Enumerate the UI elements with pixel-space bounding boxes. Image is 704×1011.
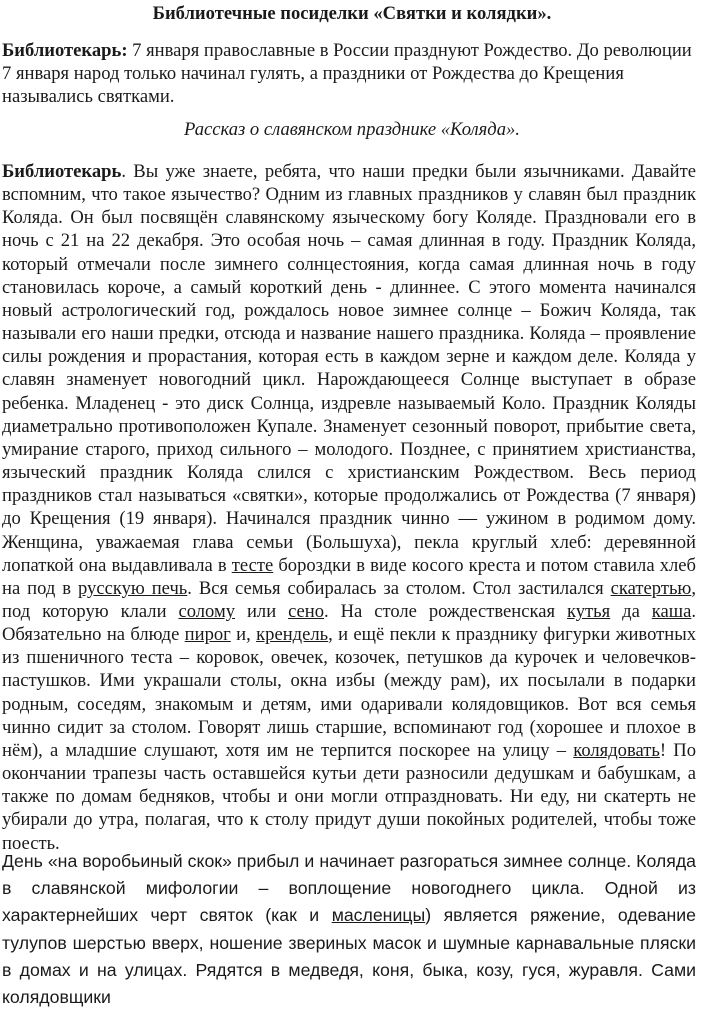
link-kolyadovat[interactable]: колядовать	[573, 739, 660, 761]
story-text: . Вся семья собиралась за столом. Стол застилался	[187, 577, 611, 599]
story-text: , под которую клали	[2, 577, 696, 622]
link-kasha[interactable]: каша	[651, 600, 692, 622]
link-seno[interactable]: сено	[288, 600, 325, 622]
speaker-label: Библиотекарь	[2, 161, 122, 182]
link-russkaya-pech[interactable]: русскую печь	[77, 577, 188, 599]
intro-paragraph	[2, 39, 694, 108]
closing-text: ) является ряжение, одевание тулупов шерстью вверх, ношение звериных масок и шумные карнавальные пляски в домах и на улицах. Рядятся в медведя, коня, быка, козу, гуся, журавля. Сами колядовщики	[2, 905, 696, 1008]
document-title: Библиотечные посиделки «Святки и колядки».	[152, 3, 552, 24]
closing-text: День «на воробьиный скок» прибыл и начинает разгораться зимнее солнце. Коляда в славянской мифологии – воплощение новогоднего цикла. Одной из характернейших черт святок (как и	[2, 851, 696, 926]
link-soloma[interactable]: солому	[178, 600, 236, 622]
story-text: . Вы уже знаете, ребята, что наши предки были язычниками. Давайте вспомним, что такое язычество? Одним из главных праздников у славян был праздник Коляда. Он был посвящён славянскому языческому богу Коляде. Праздновали его в ночь с 21 на 22 декабря. Это особая ночь – самая длинная в году. Праздник Коляда, который отмечали после зимнего солнцестояния, когда самая длинная ночь в году становилась короче, а самый короткий день - длиннее. С этого момента начинался новый астрологический год, рождалось новое зимнее солнце – Божич Коляда, так называли его наши предки, отсюда и название нашего праздника. Коляда – проявление силы рождения и прорастания, которая есть в каждом зерне и каждом деле. Коляда у славян знаменует новогодний цикл. Нарождающееся Солнце выступает в образе ребенка. Младенец - это диск Солнца, издревле называемый Коло. Праздник Коляды диаметрально противоположен Купале. Знаменует сезонный поворот, прибытие света, умирание старого, приход сильного – молодого. Позднее, с принятием христианства, языческий праздник Коляда слился с христианским Рождеством. Весь период праздников стал называться «святки», которые продолжались от Рождества (7 января) до Крещения (19 января). Начинался праздник чинно — ужином в родимом дому. Женщина, уважаемая глава семьи (Большуха), пекла круглый хлеб: деревянной лопаткой она выдавливала в	[2, 161, 696, 576]
story-text: да	[610, 600, 652, 622]
intro-text: 7 января православные в России празднуют Рождество. До революции 7 января народ только начинал гулять, а праздники от Рождества до Крещения назывались святками.	[2, 40, 692, 108]
story-text: бороздки в виде косого креста и потом ставила хлеб на под в	[2, 554, 696, 599]
link-pirog[interactable]: пирог	[184, 624, 231, 646]
link-maslenitsa[interactable]: масленицы	[331, 905, 426, 926]
story-text: , и ещё пекли к празднику фигурки животных из пшеничного теста – коровок, овечек, козочек, петушков да курочек и человечков-пастушков. Ими украшали столы, окна избы (между рам), их посылали в подарки родным, соседям, знакомым и детям, ими одаривали колядовщиков. Вот вся семья чинно сидит за столом. Говорят лишь старшие, вспоминают год (хорошее и плохое в нём), а младшие слушают, хотя им не терпится поскорее на улицу –	[2, 624, 697, 761]
story-text: или	[235, 600, 289, 622]
story-text: и,	[230, 624, 257, 646]
story-text: ! По окончании трапезы часть оставшейся кутьи дети разносили дедушкам и бабушкам, а также по домам бедняков, чтобы и они могли отпраздновать. Ни еду, ни скатерть не убирали до утра, полагая, что к столу придут души покойных родителей, чтобы тоже поесть.	[2, 739, 696, 854]
link-krendel[interactable]: крендель	[256, 624, 329, 646]
closing-paragraph	[2, 848, 696, 1011]
link-kutya[interactable]: кутья	[566, 600, 611, 622]
section-subtitle: Рассказ о славянском празднике «Коляда».	[184, 119, 520, 140]
story-paragraph	[2, 160, 696, 855]
link-skatert[interactable]: скатертью	[610, 577, 692, 599]
speaker-label: Библиотекарь:	[2, 40, 128, 61]
story-text: . На столе рождественская	[324, 600, 567, 622]
link-teste[interactable]: тесте	[231, 554, 274, 576]
story-text: . Обязательно на блюде	[2, 600, 697, 646]
